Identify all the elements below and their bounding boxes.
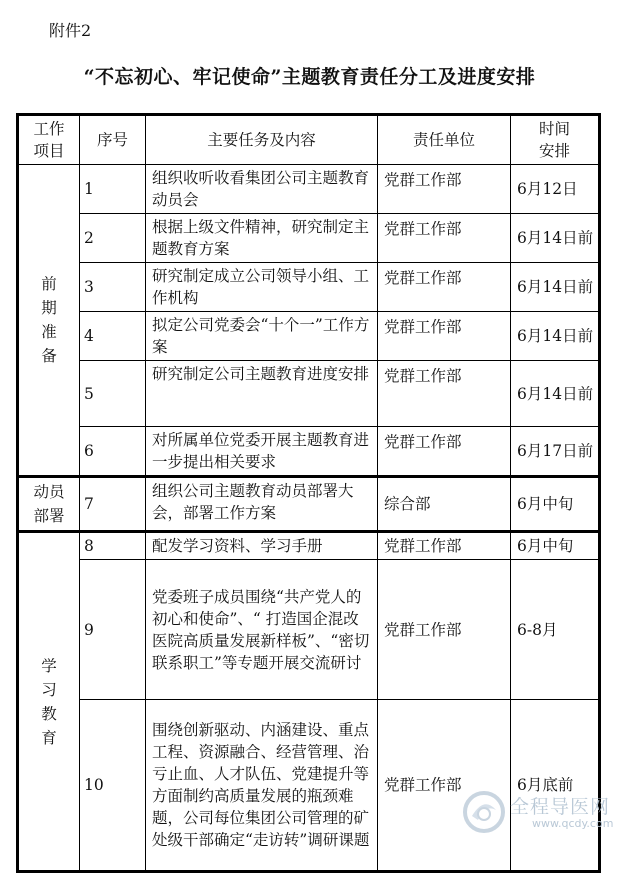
row-seq: 8 [80,532,146,560]
page-title: “不忘初心、牢记使命”主题教育责任分工及进度安排 [83,66,536,88]
row-task: 组织收听收看集团公司主题教育动员会 [146,165,378,214]
row-unit: 党群工作部 [378,214,511,263]
row-time: 6月中旬 [511,532,600,560]
row-task: 根据上级文件精神，研究制定主题教育方案 [146,214,378,263]
row-time: 6月12日 [511,165,600,214]
row-unit: 党群工作部 [378,427,511,477]
table-row [18,427,600,477]
row-unit: 党群工作部 [378,361,511,427]
row-time: 6月14日前 [511,263,600,312]
row-task: 配发学习资料、学习手册 [146,532,378,560]
row-task: 对所属单位党委开展主题教育进一步提出相关要求 [146,427,378,477]
row-unit: 党群工作部 [378,700,511,872]
table-row [18,263,600,312]
row-seq: 5 [80,361,146,427]
row-task: 拟定公司党委会“十个一”工作方案 [146,312,378,361]
table-row [18,700,600,872]
row-seq: 1 [80,165,146,214]
header-unit: 责任单位 [378,115,511,165]
header-work: 工作 项目 [18,115,80,165]
qcdy-logo-icon [462,790,506,834]
row-unit: 党群工作部 [378,263,511,312]
row-time: 6月17日前 [511,427,600,477]
row-time: 6月底前 [511,700,600,872]
responsibility-table [16,113,601,873]
row-time: 6月14日前 [511,214,600,263]
row-unit: 党群工作部 [378,560,511,700]
row-seq: 3 [80,263,146,312]
row-task: 围绕创新驱动、内涵建设、重点工程、资源融合、经营管理、治亏止血、人才队伍、党建提升等方面制约高质量发展的瓶颈难题，公司每位集团公司管理的矿处级干部确定“走访转”调研课题 [146,700,378,872]
table-row [18,165,600,214]
row-seq: 7 [80,477,146,532]
row-seq: 6 [80,427,146,477]
row-time: 6-8月 [511,560,600,700]
row-time: 6月中旬 [511,477,600,532]
row-task: 党委班子成员围绕“共产党人的初心和使命”、“ 打造国企混改医院高质量发展新样板”、“密切联系职工”等专题开展交流研讨 [146,560,378,700]
group-study: 学 习 教 育 [18,532,80,872]
row-time: 6月14日前 [511,312,600,361]
header-time: 时间 安排 [511,115,600,165]
row-unit: 党群工作部 [378,312,511,361]
table-header-row [18,115,600,165]
row-seq: 10 [80,700,146,872]
table-row [18,560,600,700]
watermark-text: 全程导医网 [510,796,611,818]
row-seq: 4 [80,312,146,361]
table-row [18,312,600,361]
row-seq: 9 [80,560,146,700]
row-task: 组织公司主题教育动员部署大会，部署工作方案 [146,477,378,532]
row-unit: 党群工作部 [378,165,511,214]
group-mobilize: 动员 部署 [18,477,80,532]
table-row [18,532,600,560]
header-task: 主要任务及内容 [146,115,378,165]
row-unit: 党群工作部 [378,532,511,560]
table-row [18,214,600,263]
watermark-url: www.qcdy.com [532,817,614,830]
table-row [18,477,600,532]
group-prep: 前 期 准 备 [18,165,80,477]
attachment-label: 附件2 [49,21,92,40]
watermark [462,790,612,834]
row-unit: 综合部 [378,477,511,532]
row-time: 6月14日前 [511,361,600,427]
row-seq: 2 [80,214,146,263]
row-task: 研究制定公司主题教育进度安排 [146,361,378,427]
table-row [18,361,600,427]
row-task: 研究制定成立公司领导小组、工作机构 [146,263,378,312]
header-seq: 序号 [80,115,146,165]
